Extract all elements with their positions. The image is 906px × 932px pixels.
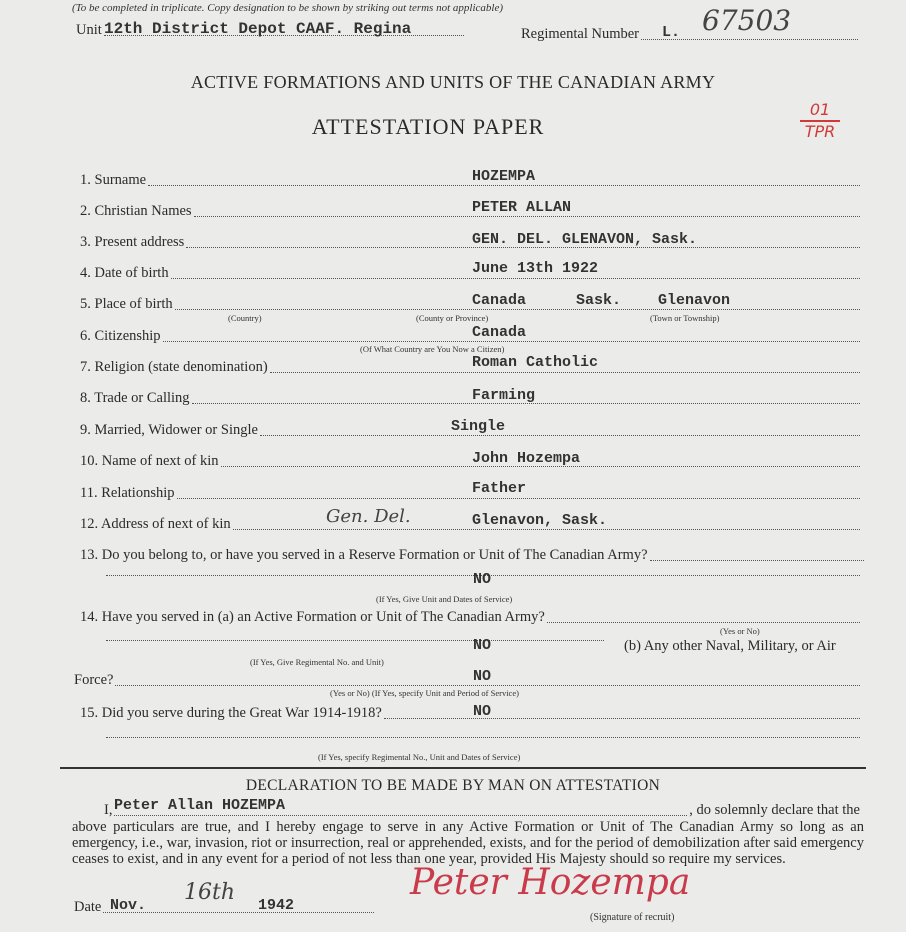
birth-country-value: Canada xyxy=(472,292,527,309)
top-note: (To be completed in triplicate. Copy designation to be shown by striking out terms not applicable) xyxy=(72,2,503,14)
field-value: June 13th 1922 xyxy=(472,260,599,277)
signature-caption: (Signature of recruit) xyxy=(590,912,675,923)
question-label: 15. Did you serve during the Great War 1914-1918? xyxy=(80,705,382,721)
field-citizenship xyxy=(80,328,862,345)
declaration-title: DECLARATION TO BE MADE BY MAN ON ATTESTATION xyxy=(245,777,661,794)
field-label: 4. Date of birth xyxy=(80,265,169,281)
field-date-of-birth xyxy=(80,265,862,282)
field-label: 11. Relationship xyxy=(80,485,175,501)
section-divider xyxy=(60,767,866,769)
field-label: 7. Religion (state denomination) xyxy=(80,359,268,375)
field-value: Single xyxy=(451,418,506,435)
recruit-signature: Peter Hozempa xyxy=(410,862,691,903)
regimental-prefix: L. xyxy=(662,24,681,41)
field-value: PETER ALLAN xyxy=(472,199,572,216)
field-value: Roman Catholic xyxy=(472,354,599,371)
q14-caption-yes-no: (Yes or No) xyxy=(720,626,760,636)
field-label: 12. Address of next of kin xyxy=(80,516,231,532)
date-month: Nov. xyxy=(110,897,147,914)
q14a-answer: NO xyxy=(473,637,492,654)
q14a-answer-line xyxy=(104,640,606,644)
field-value: HOZEMPA xyxy=(472,168,536,185)
date-day-handwritten: 16th xyxy=(184,880,236,905)
q14b-caption: (Yes or No) (If Yes, specify Unit and Period of Service) xyxy=(330,688,519,698)
field-label: 2. Christian Names xyxy=(80,203,192,219)
field-value: Farming xyxy=(472,387,536,404)
declaration-name: Peter Allan HOZEMPA xyxy=(114,797,286,814)
caption-country: (Country) xyxy=(228,313,262,323)
field-label: 8. Trade or Calling xyxy=(80,390,190,406)
red-annotation-bottom: TPR xyxy=(800,120,840,142)
force-label: Force? xyxy=(74,672,114,688)
date-label: Date xyxy=(74,899,102,915)
field-label: 5. Place of birth xyxy=(80,296,173,312)
regimental-number-field xyxy=(521,26,860,43)
declaration-after-name: , do solemnly declare that the xyxy=(689,802,860,818)
red-annotation-top: 01 xyxy=(809,100,831,119)
birth-province-value: Sask. xyxy=(576,292,622,309)
caption-province: (County or Province) xyxy=(416,313,489,323)
regimental-label: Regimental Number xyxy=(521,26,639,42)
field-place-of-birth xyxy=(80,296,862,313)
field-next-of-kin xyxy=(80,453,862,470)
field-next-of-kin-address xyxy=(80,516,862,533)
question-label: 13. Do you belong to, or have you served in a Reserve Formation or Unit of The Canadian Army? xyxy=(80,547,648,563)
question-label: 14. Have you served in (a) an Active Formation or Unit of The Canadian Army? xyxy=(80,609,545,625)
field-religion xyxy=(80,359,862,376)
unit-value: 12th District Depot CAAF. Regina xyxy=(104,20,412,38)
caption-citizenship: (Of What Country are You Now a Citizen) xyxy=(360,344,505,354)
declaration-i: I, xyxy=(104,802,113,818)
field-christian-names xyxy=(80,203,862,220)
field-label: 6. Citizenship xyxy=(80,328,161,344)
declaration-body: above particulars are true, and I hereby engage to serve in any Active Formation or Unit of The Canadian Army so long as an emergency, i.e., war, invasion, riot or insurrection, real or apprehended, exists, and for the period of demobilization after said emergency ceases to exist, and in any event for a period of not less than one year, provided His Majesty should so require my services. xyxy=(72,819,864,867)
form-title: ATTESTATION PAPER xyxy=(311,114,545,139)
field-value: Father xyxy=(472,480,527,497)
question-14 xyxy=(80,609,862,626)
q13-answer: NO xyxy=(473,571,492,588)
field-value: GEN. DEL. GLENAVON, Sask. xyxy=(472,231,698,248)
field-present-address xyxy=(80,234,862,251)
field-trade xyxy=(80,390,862,407)
handwritten-address: Gen. Del. xyxy=(326,506,411,527)
field-label: 1. Surname xyxy=(80,172,147,188)
field-value: John Hozempa xyxy=(472,450,581,467)
field-label: 10. Name of next of kin xyxy=(80,453,219,469)
red-annotation xyxy=(800,100,840,142)
question-15 xyxy=(80,705,862,722)
question-13 xyxy=(80,547,866,564)
q15-caption: (If Yes, specify Regimental No., Unit and Dates of Service) xyxy=(318,752,521,762)
field-label: 9. Married, Widower or Single xyxy=(80,422,258,438)
unit-label: Unit xyxy=(76,22,102,38)
field-relationship xyxy=(80,485,862,502)
q15-answer: NO xyxy=(473,703,492,720)
q14b-answer: NO xyxy=(473,668,492,685)
field-value: Glenavon, Sask. xyxy=(472,512,608,529)
q15-detail-line xyxy=(104,737,862,741)
form-heading: ACTIVE FORMATIONS AND UNITS OF THE CANADIAN ARMY xyxy=(190,72,716,92)
field-value: Canada xyxy=(472,324,527,341)
field-surname xyxy=(80,172,862,189)
regimental-number-handwritten: 67503 xyxy=(702,4,792,37)
q13-caption: (If Yes, Give Unit and Dates of Service) xyxy=(376,594,513,604)
q14b-label: (b) Any other Naval, Military, or Air xyxy=(624,638,836,654)
field-label: 3. Present address xyxy=(80,234,185,250)
q14b-field xyxy=(74,672,862,689)
q14a-caption: (If Yes, Give Regimental No. and Unit) xyxy=(250,657,384,667)
caption-town: (Town or Township) xyxy=(650,313,720,323)
date-year: 1942 xyxy=(258,897,295,914)
birth-town-value: Glenavon xyxy=(658,292,731,309)
